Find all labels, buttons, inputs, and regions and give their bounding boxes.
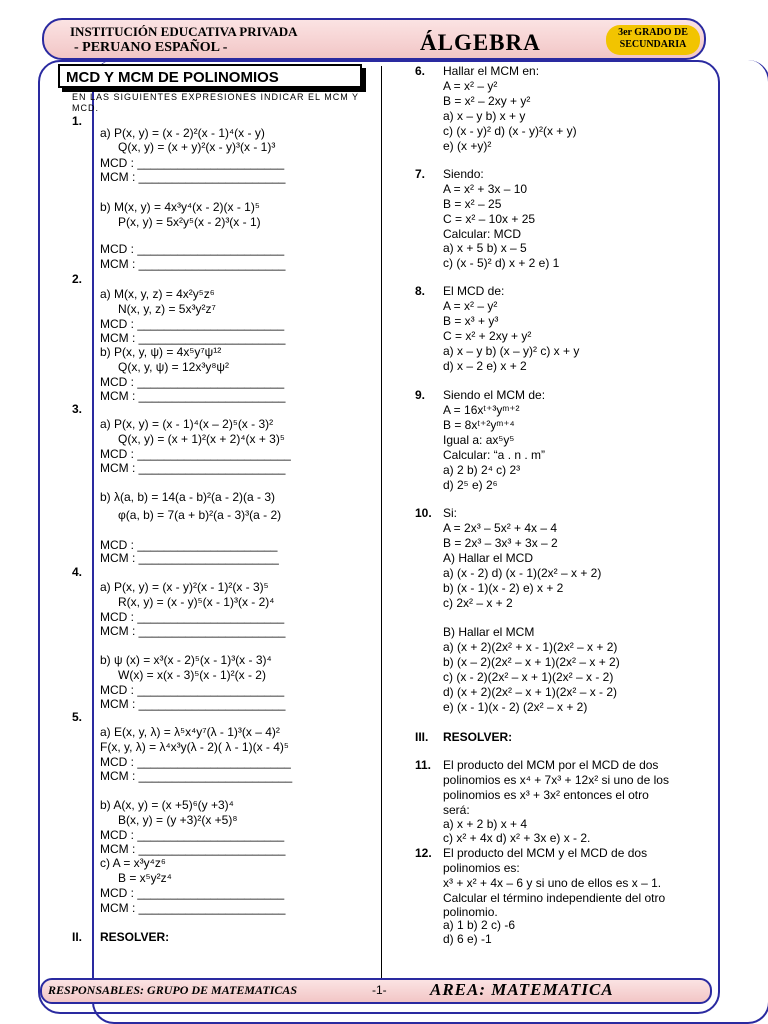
problem-number: 1. — [72, 114, 83, 128]
option-line: a) (x - 2) d) (x - 1)(2x² – x + 2) — [443, 566, 602, 580]
answer-line: MCD : ______________________ — [100, 610, 285, 624]
text-line: B = 2x³ – 3x³ + 3x – 2 — [443, 536, 558, 550]
text-line: φ(a, b) = 7(a + b)²(a - 3)³(a - 2) — [118, 508, 282, 522]
text-line: F(x, y, λ) = λ⁴x³y(λ - 2)( λ - 1)(x - 4)⁵ — [100, 740, 289, 754]
section-title: RESOLVER: — [100, 930, 170, 944]
answer-line: MCM : ______________________ — [100, 170, 286, 184]
text-line: Calcular: “a . n . m” — [443, 448, 546, 462]
text-line: polinomios es x³ + 3x² entonces el otro — [443, 788, 649, 802]
answer-line: MCM : ______________________ — [100, 389, 286, 403]
text-line: Siendo el MCM de: — [443, 388, 546, 402]
text-line: A = 2x³ – 5x² + 4x – 4 — [443, 521, 558, 535]
problem-number: 11. — [415, 758, 432, 772]
subject-title: ÁLGEBRA — [420, 30, 541, 55]
answer-line: MCM : ______________________ — [100, 331, 286, 345]
answer-line: MCM : ______________________ — [100, 842, 286, 856]
text-line: B = x² – 25 — [443, 197, 502, 211]
text-line: Q(x, y, ψ) = 12x³y⁸ψ² — [118, 360, 229, 374]
text-line: x³ + x² + 4x – 6 y si uno de ellos es x – 1. — [443, 876, 662, 890]
option-line: c) 2x² – x + 2 — [443, 596, 513, 610]
text-line: B = x² – 2xy + y² — [443, 94, 531, 108]
problem-number: 4. — [72, 565, 83, 579]
answer-line: MCM : ______________________ — [100, 624, 286, 638]
text-line: a) P(x, y) = (x - 2)²(x - 1)⁴(x - y) — [100, 126, 265, 140]
answer-line: MCM : ______________________ — [100, 257, 286, 271]
option-line: c) (x - y)² d) (x - y)²(x + y) — [443, 124, 577, 138]
text-line: R(x, y) = (x - y)⁵(x - 1)³(x - 2)⁴ — [118, 595, 275, 609]
text-line: Q(x, y) = (x + y)²(x - y)³(x - 1)³ — [118, 140, 276, 154]
option-line: d) (x + 2)(2x² – x + 1)(2x² – x - 2) — [443, 685, 618, 699]
text-line: B = x³ + y³ — [443, 314, 499, 328]
text-line: b) λ(a, b) = 14(a - b)²(a - 2)(a - 3) — [100, 490, 276, 504]
text-line: polinomios es x⁴ + 7x³ + 12x² si uno de los — [443, 773, 669, 787]
problem-number: 10. — [415, 506, 432, 520]
option-line: d) 2⁵ e) 2⁶ — [443, 478, 498, 492]
text-line: b) P(x, y, ψ) = 4x⁵y⁷ψ¹² — [100, 345, 222, 359]
school-name: INSTITUCIÓN EDUCATIVA PRIVADA — [70, 24, 298, 39]
text-line: El MCD de: — [443, 284, 505, 298]
option-line: a) (x + 2)(2x² + x - 1)(2x² – x + 2) — [443, 640, 618, 654]
option-line: c) (x - 5)² d) x + 2 e) 1 — [443, 256, 560, 270]
footer-area: AREA: MATEMATICA — [430, 980, 614, 999]
text-line: B = x⁵y²z⁴ — [118, 871, 172, 885]
text-line: A = 16xᵗ⁺³yᵐ⁺² — [443, 403, 520, 417]
text-line: a) E(x, y, λ) = λ⁵x⁴y⁷(λ - 1)³(x – 4)² — [100, 725, 280, 739]
text-line: P(x, y) = 5x²y⁵(x - 2)³(x - 1) — [118, 215, 261, 229]
answer-line: MCD : _______________________ — [100, 447, 291, 461]
answer-line: MCD : ______________________ — [100, 242, 285, 256]
text-line: a) P(x, y) = (x - y)²(x - 1)²(x - 3)⁵ — [100, 580, 269, 594]
text-line: será: — [443, 803, 470, 817]
answer-line: MCM : _____________________ — [100, 551, 279, 565]
section-title: RESOLVER: — [443, 730, 513, 744]
option-line: a) x + 2 b) x + 4 — [443, 817, 528, 831]
page-title: MCD Y MCM DE POLINOMIOS — [58, 64, 362, 88]
text-line: A = x² – y² — [443, 79, 498, 93]
text-line: Igual a: ax⁵y⁵ — [443, 433, 515, 447]
option-line: b) (x – 2)(2x² – x + 1)(2x² – x + 2) — [443, 655, 620, 669]
option-line: c) (x - 2)(2x² – x + 1)(2x² – x - 2) — [443, 670, 614, 684]
text-line: A) Hallar el MCD — [443, 551, 534, 565]
instruction-text: EN LAS SIGUIENTES EXPRESIONES INDICAR EL MCM Y MCD. — [72, 92, 359, 113]
answer-line: MCD : ______________________ — [100, 886, 285, 900]
text-line: B(x, y) = (y +3)²(x +5)⁸ — [118, 813, 238, 827]
answer-line: MCM : ______________________ — [100, 697, 286, 711]
answer-line: MCD : ______________________ — [100, 375, 285, 389]
option-line: d) x – 2 e) x + 2 — [443, 359, 527, 373]
text-line: b) A(x, y) = (x +5)⁶(y +3)⁴ — [100, 798, 234, 812]
text-line: Calcular: MCD — [443, 227, 522, 241]
answer-line: MCM : _______________________ — [100, 769, 293, 783]
text-line: Q(x, y) = (x + 1)²(x + 2)⁴(x + 3)⁵ — [118, 432, 285, 446]
answer-line: MCD : _____________________ — [100, 538, 278, 552]
answer-line: MCD : ______________________ — [100, 828, 285, 842]
problem-number: 3. — [72, 402, 83, 416]
answer-line: MCD : ______________________ — [100, 156, 285, 170]
answer-line: MCD : ______________________ — [100, 683, 285, 697]
text-line: W(x) = x(x - 3)⁵(x - 1)²(x - 2) — [118, 668, 266, 682]
text-line: El producto del MCM y el MCD de dos — [443, 846, 648, 860]
option-line: e) (x +y)² — [443, 139, 492, 153]
text-line: C = x² + 2xy + y² — [443, 329, 532, 343]
text-line: Siendo: — [443, 167, 484, 181]
problem-number: 2. — [72, 272, 83, 286]
option-line: e) (x - 1)(x - 2) (2x² – x + 2) — [443, 700, 588, 714]
text-line: Calcular el término independiente del otro — [443, 891, 666, 905]
text-line: b) ψ (x) = x³(x - 2)⁵(x - 1)³(x - 3)⁴ — [100, 653, 272, 667]
text-line: Si: — [443, 506, 458, 520]
answer-line: MCD : _______________________ — [100, 755, 291, 769]
grade-badge: 3er GRADO DE SECUNDARIA — [606, 25, 700, 55]
problem-number: 7. — [415, 167, 426, 181]
footer-responsables: RESPONSABLES: GRUPO DE MATEMATICAS — [48, 983, 298, 997]
text-line: c) A = x³y⁴z⁶ — [100, 856, 166, 870]
column-divider — [381, 66, 382, 996]
answer-line: MCM : ______________________ — [100, 461, 286, 475]
problem-number: 6. — [415, 64, 426, 78]
text-line: polinomio. — [443, 905, 498, 919]
option-line: d) 6 e) -1 — [443, 932, 492, 946]
section-number: III. — [415, 730, 429, 744]
answer-line: MCD : ______________________ — [100, 317, 285, 331]
problem-number: 12. — [415, 846, 432, 860]
text-line: a) P(x, y) = (x - 1)⁴(x – 2)⁵(x - 3)² — [100, 417, 274, 431]
text-line: A = x² + 3x – 10 — [443, 182, 528, 196]
problem-number: 8. — [415, 284, 426, 298]
problem-number: 5. — [72, 710, 83, 724]
problem-number: 9. — [415, 388, 426, 402]
answer-line: MCM : ______________________ — [100, 901, 286, 915]
option-line: c) x² + 4x d) x² + 3x e) x - 2. — [443, 831, 591, 845]
text-line: N(x, y, z) = 5x³y²z⁷ — [118, 302, 216, 316]
text-line: B) Hallar el MCM — [443, 625, 535, 639]
text-line: Hallar el MCM en: — [443, 64, 540, 78]
option-line: a) 1 b) 2 c) -6 — [443, 918, 516, 932]
page-number: -1- — [372, 983, 387, 997]
option-line: a) 2 b) 2⁴ c) 2³ — [443, 463, 521, 477]
option-line: a) x – y b) (x – y)² c) x + y — [443, 344, 580, 358]
option-line: a) x – y b) x + y — [443, 109, 526, 123]
text-line: a) M(x, y, z) = 4x²y⁵z⁶ — [100, 287, 215, 301]
text-line: C = x² – 10x + 25 — [443, 212, 536, 226]
option-line: a) x + 5 b) x – 5 — [443, 241, 527, 255]
text-line: polinomios es: — [443, 861, 520, 875]
section-number: II. — [72, 930, 83, 944]
text-line: b) M(x, y) = 4x³y⁴(x - 2)(x - 1)⁵ — [100, 200, 260, 214]
text-line: B = 8xᵗ⁺²yᵐ⁺⁴ — [443, 418, 515, 432]
text-line: El producto del MCM por el MCD de dos — [443, 758, 659, 772]
school-subtitle: - PERUANO ESPAÑOL - — [74, 40, 228, 55]
text-line: A = x² – y² — [443, 299, 498, 313]
option-line: b) (x - 1)(x - 2) e) x + 2 — [443, 581, 564, 595]
